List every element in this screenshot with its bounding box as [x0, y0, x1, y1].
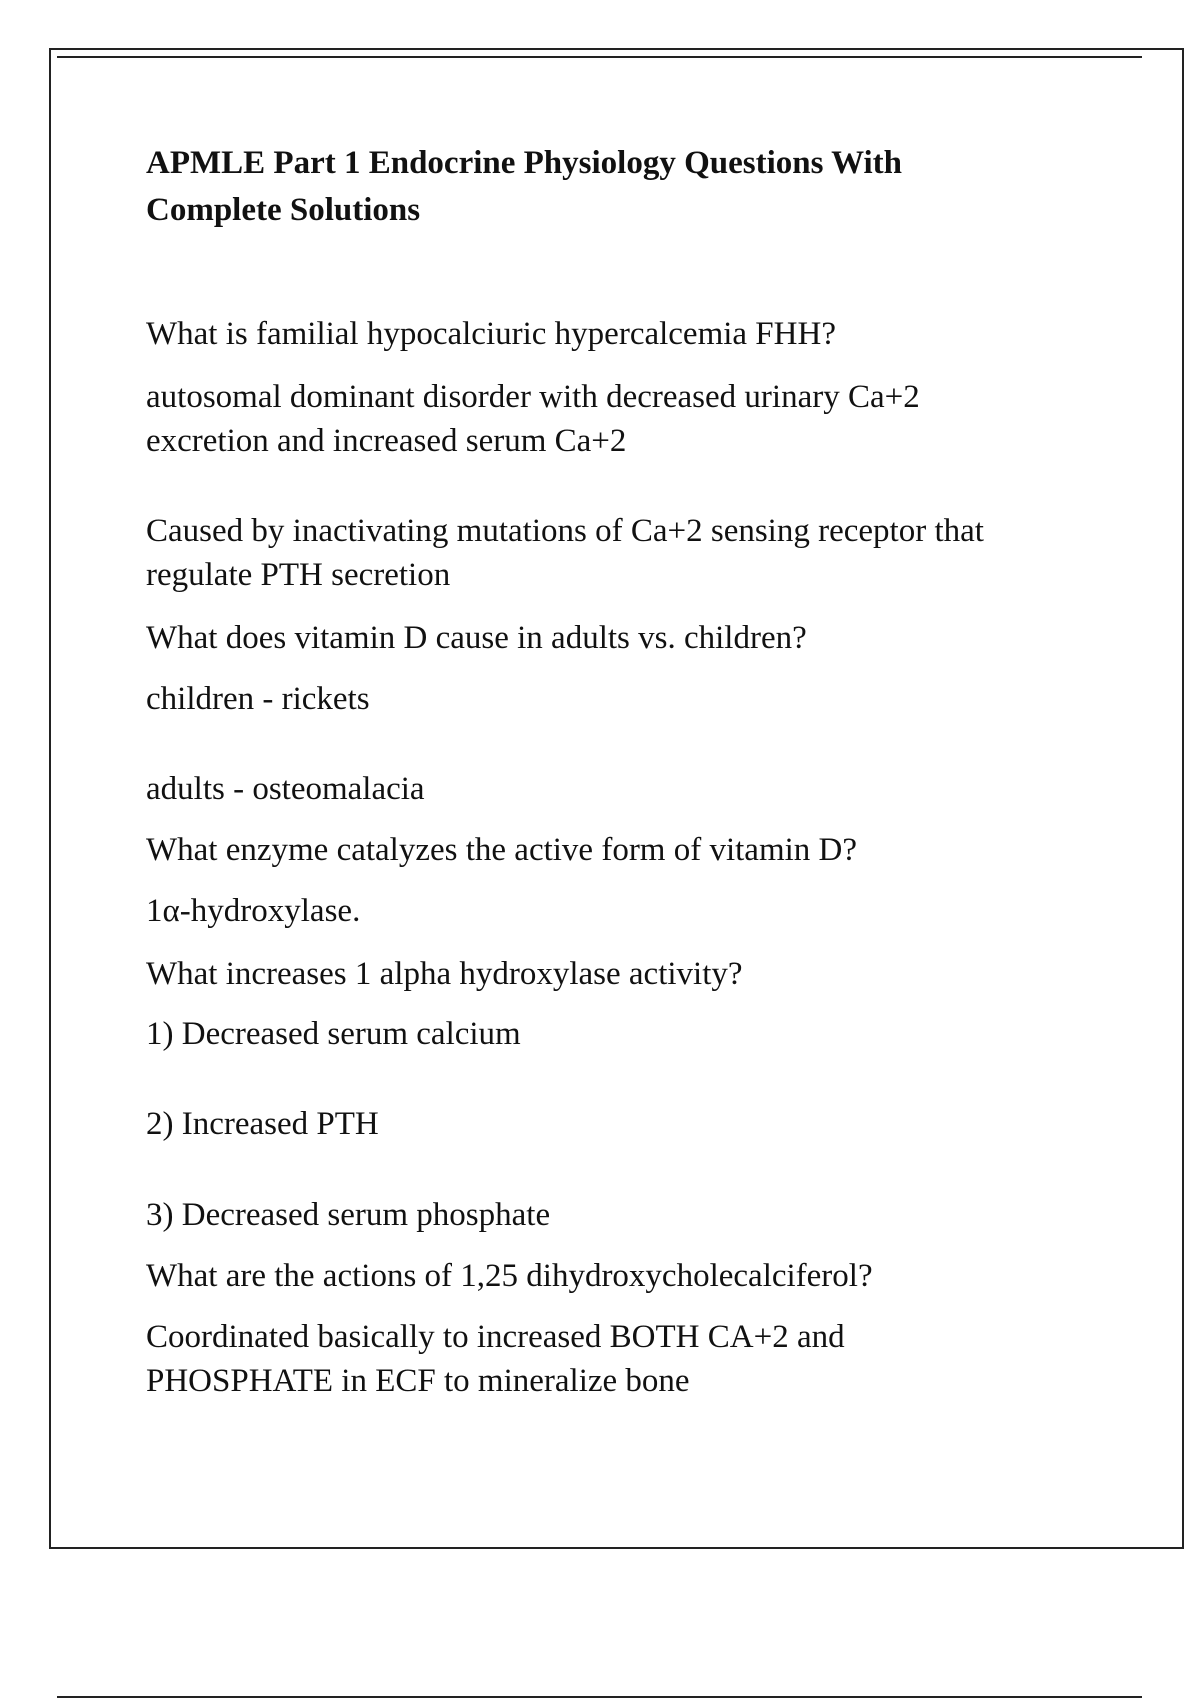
title-line-2: Complete Solutions	[146, 192, 421, 228]
title-line-1: APMLE Part 1 Endocrine Physiology Questions With	[146, 145, 903, 181]
answer-fhh-line-2: excretion and increased serum Ca+2	[146, 423, 627, 459]
question-vitamin-d-deficiency: What does vitamin D cause in adults vs. children?	[146, 620, 807, 656]
question-fhh: What is familial hypocalciuric hypercalcemia FHH?	[146, 316, 836, 352]
answer-children-rickets: children - rickets	[146, 681, 370, 717]
answer-item-1: 1) Decreased serum calcium	[146, 1016, 521, 1052]
answer-adults-osteomalacia: adults - osteomalacia	[146, 771, 425, 807]
answer-item-2: 2) Increased PTH	[146, 1106, 379, 1142]
bottom-rule	[57, 1696, 1142, 1698]
answer-fhh-line-4: regulate PTH secretion	[146, 557, 451, 593]
answer-calcitriol-line-2: PHOSPHATE in ECF to mineralize bone	[146, 1363, 690, 1399]
answer-enzyme: 1α-hydroxylase.	[146, 893, 361, 929]
page-title	[146, 140, 1106, 234]
question-calcitriol-actions: What are the actions of 1,25 dihydroxycholecalciferol?	[146, 1258, 873, 1294]
answer-item-3: 3) Decreased serum phosphate	[146, 1197, 551, 1233]
answer-fhh-line-3: Caused by inactivating mutations of Ca+2 sensing receptor that	[146, 513, 984, 549]
question-hydroxylase-activity: What increases 1 alpha hydroxylase activity?	[146, 956, 743, 992]
document-body	[146, 140, 1106, 1399]
answer-fhh-line-1: autosomal dominant disorder with decreased urinary Ca+2	[146, 379, 920, 415]
question-enzyme: What enzyme catalyzes the active form of vitamin D?	[146, 832, 858, 868]
answer-calcitriol-line-1: Coordinated basically to increased BOTH CA+2 and	[146, 1319, 845, 1355]
